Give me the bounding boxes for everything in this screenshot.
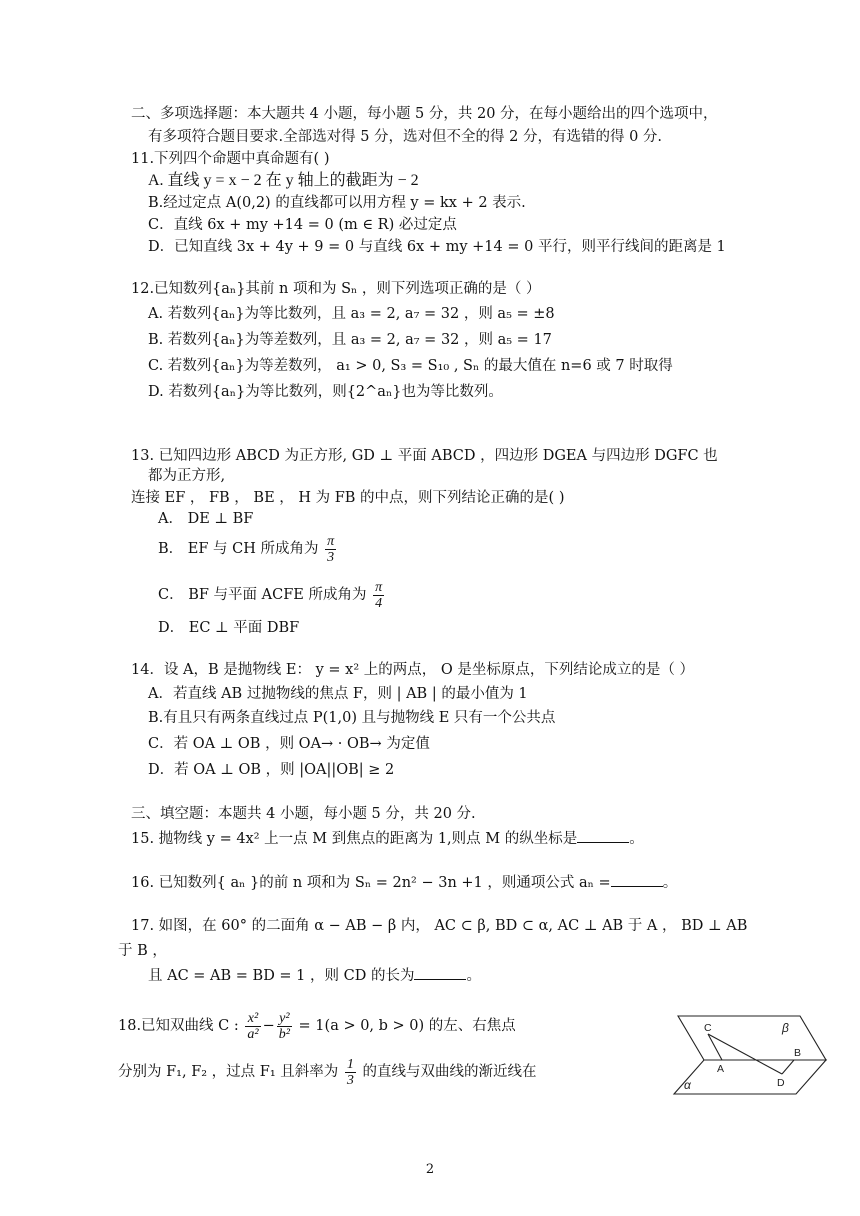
- fraction-denominator: a²: [247, 1026, 259, 1042]
- q16-text: 16. 已知数列{ aₙ }的前 n 项和为 Sₙ = 2n² − 3n +1 ，则通项公式 aₙ =: [131, 875, 611, 891]
- q18-line2-end: 的直线与双曲线的渐近线在: [362, 1064, 537, 1080]
- q13-option-b-fraction: [325, 534, 336, 565]
- page-number: 2: [425, 1162, 435, 1177]
- q18-line1-text: 18.已知双曲线 C :: [118, 1018, 239, 1034]
- q12-stem: 12.已知数列{aₙ}其前 n 项和为 Sₙ ，则下列选项正确的是（ ）: [131, 281, 541, 297]
- q13-option-a: A． DE ⊥ BF: [158, 511, 254, 527]
- answer-blank: [577, 828, 629, 843]
- q12-option-a: A. 若数列{aₙ}为等比数列，且 a₃ = 2, a₇ = 32 ，则 a₅ = ±8: [148, 306, 555, 322]
- answer-blank: [611, 872, 663, 887]
- q14-stem: 14．设 A，B 是抛物线 E： y = x² 上的两点， O 是坐标原点，下列结论成立的是（ ）: [131, 662, 694, 678]
- q17-line2: 于 B ，: [118, 943, 167, 959]
- dihedral-angle-figure: [664, 1012, 834, 1098]
- q13-option-b-text: B． EF 与 CH 所成角为: [158, 541, 319, 557]
- q15-text: 15. 抛物线 y = 4x² 上一点 M 到焦点的距离为 1,则点 M 的纵坐标是: [131, 831, 578, 847]
- q13-option-b: [158, 532, 338, 566]
- fraction-denominator: 3: [346, 1072, 354, 1088]
- q14-option-a: A．若直线 AB 过抛物线的焦点 F，则 | AB | 的最小值为 1: [148, 686, 528, 702]
- q18-line2-text: 分别为 F₁, F₂ ，过点 F₁ 且斜率为: [118, 1064, 339, 1080]
- q14-option-d: D．若 OA ⊥ OB ，则 |OA||OB| ≥ 2: [148, 762, 395, 778]
- label-a: A: [717, 1063, 725, 1075]
- q11-option-a: A. 直线 y = x − 2 在 y 轴上的截距为 − 2: [148, 172, 419, 189]
- q13-option-c-text: C． BF 与平面 ACFE 所成角为: [158, 587, 367, 603]
- plane-alpha: [674, 1060, 826, 1094]
- q12-option-d: D. 若数列{aₙ}为等比数列，则{2^aₙ}也为等比数列。: [148, 384, 503, 400]
- q13-option-d: D． EC ⊥ 平面 DBF: [158, 620, 300, 636]
- fraction-numerator: π: [375, 579, 383, 595]
- fraction-numerator: x²: [245, 1011, 260, 1027]
- fraction-numerator: 1: [346, 1056, 354, 1072]
- q16-end: 。: [662, 875, 678, 891]
- label-b: B: [794, 1047, 802, 1059]
- q18-line2: [118, 1054, 537, 1090]
- q17-text: 且 AC = AB = BD = 1 ，则 CD 的长为: [148, 968, 415, 984]
- segment-bd: [782, 1060, 794, 1074]
- q11-option-c: C．直线 6x + my +14 = 0 (m ∈ R) 必过定点: [148, 217, 457, 233]
- label-d: D: [777, 1077, 785, 1089]
- section2-header-line2: 有多项符合题目要求.全部选对得 5 分，选对但不全的得 2 分，有选错的得 0 分.: [148, 129, 663, 145]
- label-beta: β: [782, 1021, 789, 1035]
- q14-option-b: B.有且只有两条直线过点 P(1,0) 且与抛物线 E 只有一个公共点: [148, 710, 556, 726]
- label-c: C: [704, 1022, 712, 1034]
- q14-option-c: C．若 OA ⊥ OB ，则 OA→ · OB→ 为定值: [148, 736, 430, 752]
- q11-option-b: B.经过定点 A(0,2) 的直线都可以用方程 y = kx + 2 表示.: [148, 195, 526, 211]
- fraction-numerator: y²: [277, 1011, 292, 1027]
- q18-fraction-slope: [345, 1057, 356, 1088]
- answer-blank: [414, 965, 466, 980]
- fraction-denominator: 4: [375, 595, 383, 611]
- fraction-denominator: 3: [327, 549, 335, 565]
- q18-fraction-x: [245, 1011, 260, 1042]
- q13-stem-line2: 都为正方形,: [148, 468, 226, 484]
- plane-beta: [678, 1016, 826, 1060]
- q12-option-c: C. 若数列{aₙ}为等差数列， a₁ > 0, S₃ = S₁₀ , Sₙ 的最大值在 n=6 或 7 时取得: [148, 358, 673, 374]
- q13-stem-line3: 连接 EF ， FB ， BE ， H 为 FB 的中点，则下列结论正确的是( ): [131, 490, 565, 506]
- q18-line1-end: = 1(a > 0, b > 0) 的左、右焦点: [298, 1018, 516, 1034]
- q13-stem-line1: 13. 已知四边形 ABCD 为正方形, GD ⊥ 平面 ABCD ，四边形 DGEA 与四边形 DGFC 也: [131, 448, 718, 464]
- q16: [131, 872, 677, 893]
- fraction-numerator: π: [327, 533, 335, 549]
- fraction-denominator: b²: [278, 1026, 290, 1042]
- q15: [131, 828, 644, 849]
- q11-option-d: D．已知直线 3x + 4y + 9 = 0 与直线 6x + my +14 = 0 平行，则平行线间的距离是 1: [148, 239, 726, 255]
- q13-option-c: [158, 578, 386, 612]
- q17-line3: [148, 965, 481, 986]
- q18-fraction-y: [277, 1011, 292, 1042]
- q17-end: 。: [466, 968, 481, 984]
- q18-line1: [118, 1008, 516, 1044]
- minus-sign: −: [262, 1018, 275, 1034]
- q15-end: 。: [629, 831, 644, 847]
- q11-stem: 11.下列四个命题中真命题有( ): [131, 151, 330, 167]
- section3-header: 三、填空题：本题共 4 小题，每小题 5 分，共 20 分.: [131, 806, 476, 822]
- q13-option-c-fraction: [373, 580, 384, 611]
- section2-header-line1: 二、多项选择题：本大题共 4 小题，每小题 5 分，共 20 分，在每小题给出的四个选项中，: [131, 106, 718, 122]
- label-alpha: α: [684, 1078, 691, 1092]
- q17-line1: 17. 如图，在 60° 的二面角 α − AB − β 内， AC ⊂ β, BD ⊂ α, AC ⊥ AB 于 A ， BD ⊥ AB: [131, 918, 748, 934]
- q12-option-b: B. 若数列{aₙ}为等差数列，且 a₃ = 2, a₇ = 32 ，则 a₅ = 17: [148, 332, 552, 348]
